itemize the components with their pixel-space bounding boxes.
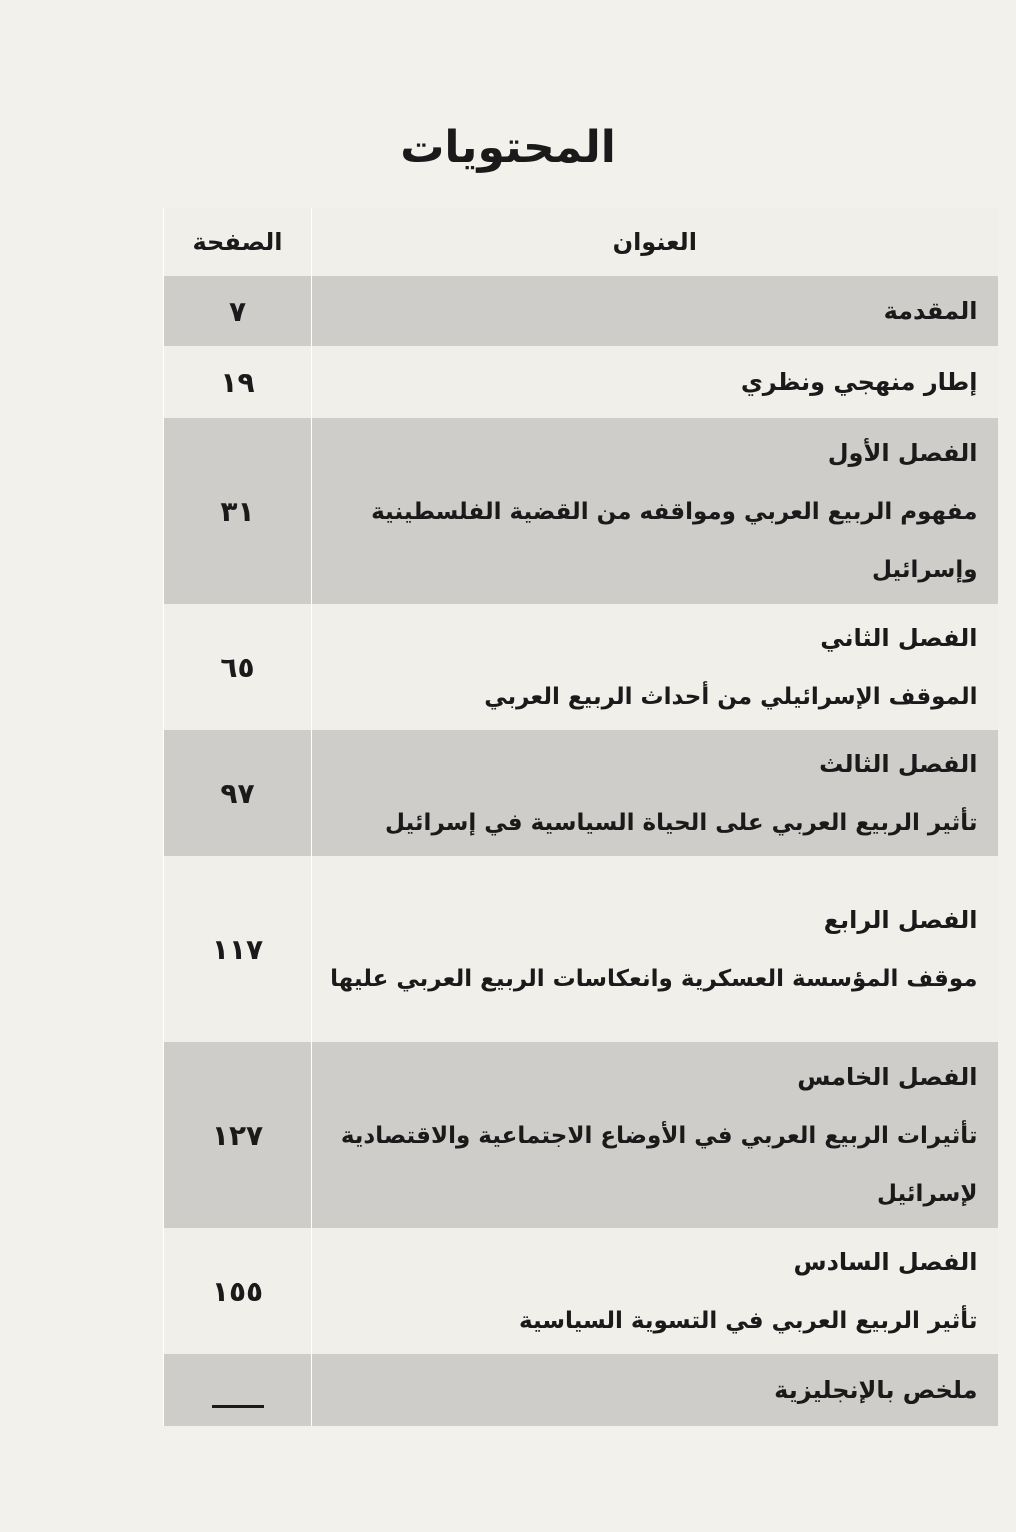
- entry-title-cell: [312, 730, 998, 856]
- chapter-label: الفصل الثالث: [819, 750, 978, 778]
- column-header-page: الصفحة: [164, 208, 312, 276]
- page-number-placeholder: [164, 1354, 312, 1426]
- chapter-subtitle: مفهوم الربيع العربي ومواقفه من القضية الفلسطينية وإسرائيل: [371, 499, 978, 583]
- page-number: ١١٧: [164, 856, 312, 1042]
- page-number: ١٥٥: [164, 1228, 312, 1354]
- entry-title-cell: [312, 418, 998, 604]
- entry-title-cell: [312, 604, 998, 730]
- chapter-subtitle: الموقف الإسرائيلي من أحداث الربيع العربي: [484, 684, 978, 710]
- page-number: ١٢٧: [164, 1042, 312, 1228]
- entry-title-cell: [312, 276, 998, 346]
- table-row: [164, 418, 998, 604]
- table-row: [164, 856, 998, 1042]
- table-row: [164, 1354, 998, 1426]
- dash-line: [212, 1405, 264, 1408]
- column-header-title: العنوان: [312, 208, 998, 276]
- entry-title-cell: [312, 1228, 998, 1354]
- page-number: ٩٧: [164, 730, 312, 856]
- page-number: ٧: [164, 276, 312, 346]
- entry-title-cell: [312, 1354, 998, 1426]
- page-number: ٣١: [164, 418, 312, 604]
- table-row: [164, 276, 998, 346]
- entry-title-cell: [312, 856, 998, 1042]
- entry-title-cell: [312, 346, 998, 418]
- page-title: المحتويات: [400, 122, 616, 173]
- chapter-subtitle: تأثيرات الربيع العربي في الأوضاع الاجتماعية والاقتصادية لإسرائيل: [340, 1123, 978, 1207]
- page-number: ١٩: [164, 346, 312, 418]
- table-row: [164, 1042, 998, 1228]
- chapter-label: الفصل السادس: [793, 1248, 978, 1276]
- entry-title-cell: [312, 1042, 998, 1228]
- chapter-label: إطار منهجي ونظري: [740, 368, 978, 396]
- chapter-label: المقدمة: [883, 297, 978, 325]
- table-row: [164, 730, 998, 856]
- chapter-subtitle: تأثير الربيع العربي في التسوية السياسية: [519, 1308, 978, 1334]
- chapter-label: ملخص بالإنجليزية: [774, 1376, 978, 1404]
- chapter-subtitle: تأثير الربيع العربي على الحياة السياسية في إسرائيل: [385, 810, 978, 836]
- table-row: [164, 1228, 998, 1354]
- chapter-label: الفصل الأول: [827, 439, 978, 467]
- contents-table: [163, 208, 998, 1426]
- chapter-label: الفصل الرابع: [823, 906, 978, 934]
- chapter-subtitle: موقف المؤسسة العسكرية وانعكاسات الربيع العربي عليها: [330, 966, 978, 992]
- table-row: [164, 346, 998, 418]
- chapter-label: الفصل الخامس: [797, 1063, 978, 1091]
- page-number: ٦٥: [164, 604, 312, 730]
- table-header: [164, 208, 998, 276]
- table-row: [164, 604, 998, 730]
- chapter-label: الفصل الثاني: [820, 624, 978, 652]
